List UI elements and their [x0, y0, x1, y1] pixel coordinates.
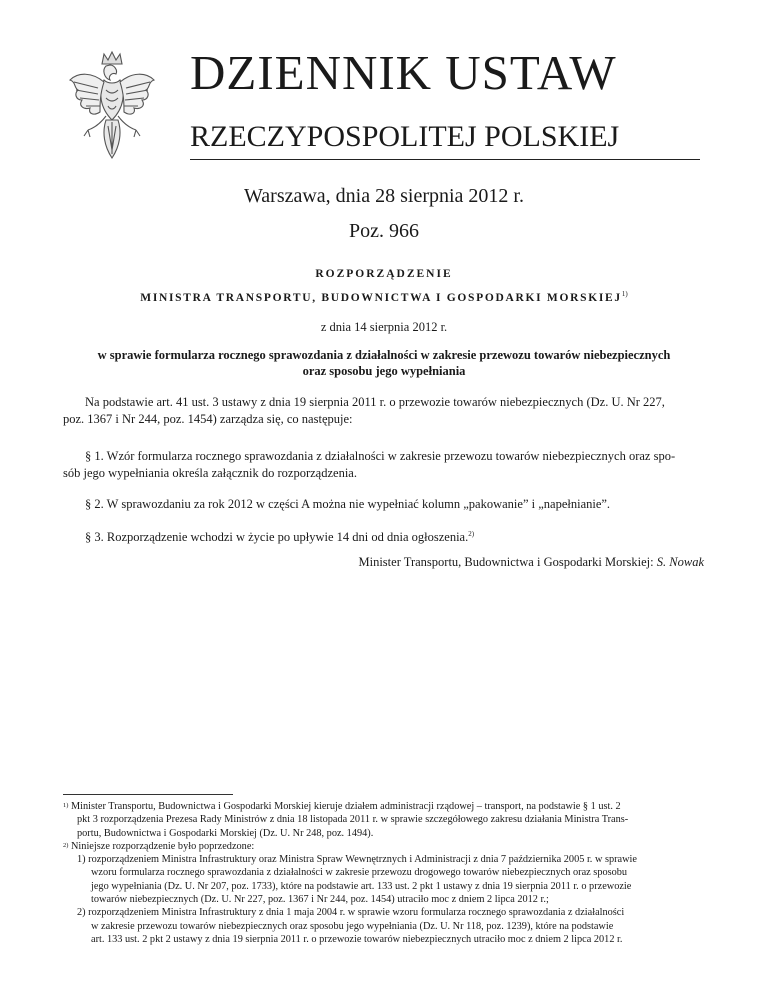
footnote-line: towarów niebezpiecznych (Dz. U. Nr 227, poz. 1367 i Nr 244, poz. 1454) utraciło moc z dniem 2 lipca 2012 r.; [91, 894, 549, 906]
footnote-line: w zakresie przewozu towarów niebezpiecznych oraz sposobu jego wypełniania (Dz. U. Nr 118, poz. 1239), które na podstawie [91, 920, 614, 932]
section-1-paragraph [63, 448, 704, 482]
regulation-type: ROZPORZĄDZENIE [315, 268, 453, 280]
footnote-line: wzoru formularza rocznego sprawozdania z działalności w zakresie przewozu drogowego towarów niebezpiecznych oraz sposobu [91, 867, 628, 879]
footnote-line: jego wypełniania (Dz. U. Nr 207, poz. 1733), które na podstawie art. 133 ust. 2 pkt 1 ustawy z dnia 19 sierpnia 2011 r. o przewozie [91, 880, 632, 892]
issue-position: Poz. 966 [349, 220, 419, 242]
footnote-text: Niniejsze rozporządzenie było poprzedzone: [71, 840, 255, 852]
masthead-title: DZIENNIK USTAW [190, 45, 617, 100]
footnote-line: pkt 3 rozporządzenia Prezesa Rady Ministrów z dnia 18 listopada 2011 r. w sprawie szczegółowego zakresu działania Ministra Trans- [77, 814, 629, 826]
paragraph-line: Na podstawie art. 41 ust. 3 ustawy z dnia 19 sierpnia 2011 r. o przewozie towarów niebezpiecznych (Dz. U. Nr 227, [85, 395, 665, 409]
subject-line: w sprawie formularza rocznego sprawozdania z działalności w zakresie przewozu towarów niebezpiecznych [97, 348, 671, 362]
section-3-text: § 3. Rozporządzenie wchodzi w życie po upływie 14 dni od dnia ogłoszenia. [85, 530, 469, 545]
paragraph-line: poz. 1367 i Nr 244, poz. 1454) zarządza się, co następuje: [63, 412, 353, 426]
paragraph-line: sób jego wypełniania określa załącznik do rozporządzenia. [63, 466, 357, 480]
footnote-list-item: 2) rozporządzeniem Ministra Infrastruktury z dnia 1 maja 2004 r. w sprawie wzoru formularza rocznego sprawozdania z działalności [77, 907, 625, 919]
regulation-date: z dnia 14 sierpnia 2012 r. [320, 320, 448, 334]
section-3-paragraph [63, 526, 704, 546]
regulation-subject [0, 347, 768, 379]
footnote-line: portu, Budownictwa i Gospodarki Morskiej (Dz. U. Nr 248, poz. 1494). [77, 827, 374, 839]
footnote-mark: 1) [63, 802, 69, 809]
footnote-mark: 2) [63, 841, 69, 849]
paragraph-line: § 2. W sprawozdaniu za rok 2012 w części A można nie wypełniać kolumn „pakowanie” i „napełnianie”. [85, 497, 611, 511]
footnote-divider [63, 794, 233, 795]
section-2-paragraph [63, 496, 704, 513]
signature-title: Minister Transportu, Budownictwa i Gospodarki Morskiej: [358, 555, 654, 569]
footnote-ref-2: 2) [468, 530, 475, 538]
issue-date: Warszawa, dnia 28 sierpnia 2012 r. [244, 185, 524, 207]
regulation-author [0, 290, 768, 304]
footnote-1 [63, 800, 704, 813]
masthead-divider [190, 159, 700, 160]
footnote-line: art. 133 ust. 2 pkt 2 ustawy z dnia 19 sierpnia 2011 r. o przewozie towarów niebezpiecznych utraciło moc z dniem 2 lipca 2012 r. [91, 933, 623, 945]
footnote-2 [63, 840, 704, 853]
signature-name: S. Nowak [656, 555, 704, 569]
footnote-text: Minister Transportu, Budownictwa i Gospodarki Morskiej kieruje działem administracji rządowej – transport, na podstawie § 1 ust. 2 [71, 801, 621, 812]
footnote-ref-1: 1) [621, 290, 628, 298]
paragraph-line [63, 526, 704, 546]
regulation-author-text: MINISTRA TRANSPORTU, BUDOWNICTWA I GOSPODARKI MORSKIEJ [140, 291, 622, 304]
legal-basis-paragraph [63, 394, 704, 428]
footnotes [63, 800, 704, 946]
paragraph-line: § 1. Wzór formularza rocznego sprawozdania z działalności w zakresie przewozu towarów niebezpiecznych oraz spo- [85, 449, 676, 463]
footnote-list-item: 1) rozporządzeniem Ministra Infrastruktury oraz Ministra Spraw Wewnętrznych i Administracji z dnia 7 października 2005 r. w sprawie [77, 854, 637, 866]
subject-line: oraz sposobu jego wypełniania [302, 364, 466, 378]
masthead-subtitle: RZECZYPOSPOLITEJ POLSKIEJ [190, 120, 620, 153]
signature [359, 555, 705, 570]
white-eagle-emblem-icon [64, 50, 160, 160]
